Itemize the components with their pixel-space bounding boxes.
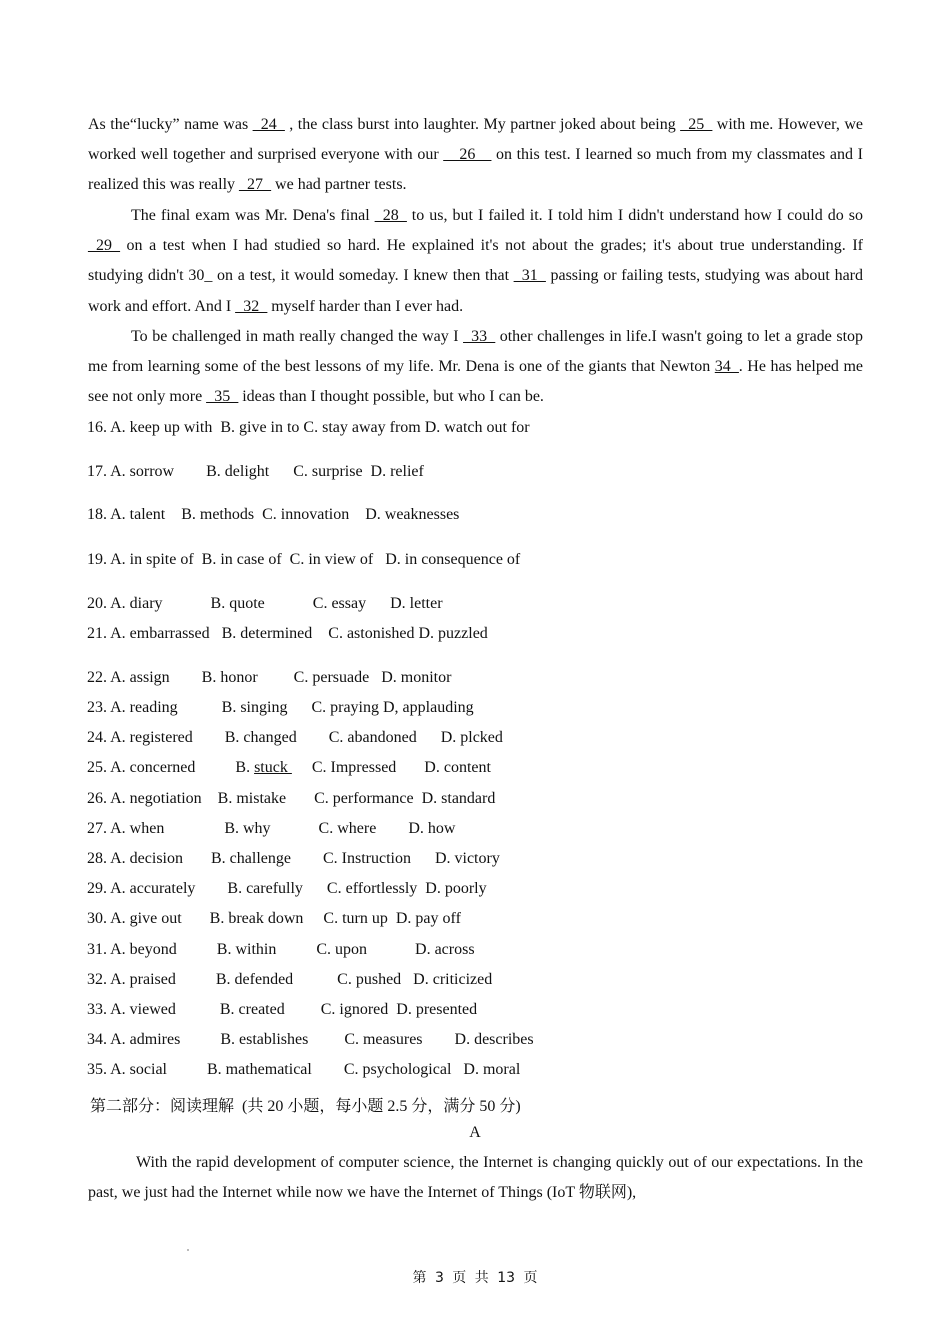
- question-21-options: 21. A. embarrassed B. determined C. astonished D. puzzled: [87, 625, 488, 642]
- underlined-option: stuck: [254, 759, 292, 776]
- text: C. Impressed D. content: [291, 759, 491, 776]
- page-number: 第 3 页 共 13 页: [412, 1270, 538, 1286]
- question-32-options: 32. A. praised B. defended C. pushed D. criticized: [87, 971, 493, 988]
- question-22-options: 22. A. assign B. honor C. persuade D. monitor: [87, 669, 452, 686]
- passage-title: A: [469, 1124, 481, 1141]
- blank-26: __26__: [443, 146, 492, 164]
- blank-25: _25_: [680, 116, 713, 133]
- paragraph-3: [88, 322, 863, 413]
- blank-27: _27_: [239, 176, 272, 194]
- blank-34: 34_: [714, 358, 739, 376]
- question-26-options: 26. A. negotiation B. mistake C. performance D. standard: [87, 790, 496, 807]
- question-17-options: 17. A. sorrow B. delight C. surprise D. relief: [87, 463, 424, 480]
- text: to us, but I failed it. I told him I didn't understand how I could do so: [406, 207, 864, 224]
- question-31-options: 31. A. beyond B. within C. upon D. across: [87, 941, 475, 958]
- text: on a test when I had studied so hard. He explained it's not about the grades; it's about true understanding. If studying didn't 30_ on a test, it would someday. I knew then that: [88, 237, 863, 285]
- text: with me. However, we worked well together and surprised everyone with our: [88, 116, 864, 164]
- question-27-options: 27. A. when B. why C. where D. how: [87, 820, 456, 837]
- question-30-options: 30. A. give out B. break down C. turn up D. pay off: [87, 910, 461, 927]
- section-heading: 第二部分：阅读理解 (共 20 小题，每小题 2.5 分，满分 50 分): [90, 1098, 521, 1115]
- blank-28: _28_: [374, 207, 407, 224]
- reading-passage-a: With the rapid development of computer science, the Internet is changing quickly out of our expectations. In the past, we just had the Internet while now we have the Internet of Things (IoT 物联网),: [88, 1154, 863, 1202]
- text: The final exam was Mr. Dena's final: [131, 207, 375, 224]
- question-16-options: 16. A. keep up with B. give in to C. stay away from D. watch out for: [87, 419, 530, 436]
- text: myself harder than I ever had.: [267, 297, 464, 315]
- text: , the class burst into laughter. My partner joked about being: [284, 116, 681, 133]
- blank-32: _32_: [235, 297, 268, 315]
- paragraph-2: [88, 201, 863, 322]
- question-25-options: [87, 758, 491, 778]
- question-24-options: 24. A. registered B. changed C. abandoned D. plcked: [87, 729, 503, 746]
- question-19-options: 19. A. in spite of B. in case of C. in view of D. in consequence of: [87, 551, 521, 568]
- question-34-options: 34. A. admires B. establishes C. measures D. describes: [87, 1031, 534, 1048]
- text: 25. A. concerned B.: [87, 759, 255, 776]
- text: passing or failing tests, studying was about hard work and effort. And I: [88, 267, 864, 315]
- question-29-options: 29. A. accurately B. carefully C. effortlessly D. poorly: [87, 880, 487, 897]
- blank-24: _24_: [252, 116, 285, 133]
- text: To be challenged in math really changed the way I: [131, 328, 464, 345]
- text: we had partner tests.: [271, 176, 407, 194]
- scan-mark: [187, 1249, 189, 1251]
- question-23-options: 23. A. reading B. singing C. praying D, applauding: [87, 699, 474, 716]
- blank-35: _35_: [206, 388, 239, 406]
- text: . He has helped me see not only more: [88, 358, 863, 406]
- question-33-options: 33. A. viewed B. created C. ignored D. presented: [87, 1001, 478, 1018]
- question-20-options: 20. A. diary B. quote C. essay D. letter: [87, 595, 443, 612]
- blank-31: _31_: [513, 267, 546, 285]
- text: ideas than I thought possible, but who I can be.: [238, 388, 544, 406]
- question-35-options: 35. A. social B. mathematical C. psychological D. moral: [87, 1061, 521, 1078]
- text: other challenges in life.I wasn't going to let a grade stop me from learning some of the best lessons of my life. Mr. Dena is one of the giants that Newton: [88, 328, 864, 376]
- blank-29: _29_: [88, 237, 120, 255]
- text: on this test. I learned so much from my classmates and I realized this was really: [88, 146, 863, 194]
- text: As the“lucky” name was: [88, 116, 253, 133]
- paragraph-1: [88, 110, 863, 201]
- question-28-options: 28. A. decision B. challenge C. Instruction D. victory: [87, 850, 500, 867]
- question-18-options: 18. A. talent B. methods C. innovation D. weaknesses: [87, 506, 460, 523]
- blank-33: _33_: [463, 328, 496, 345]
